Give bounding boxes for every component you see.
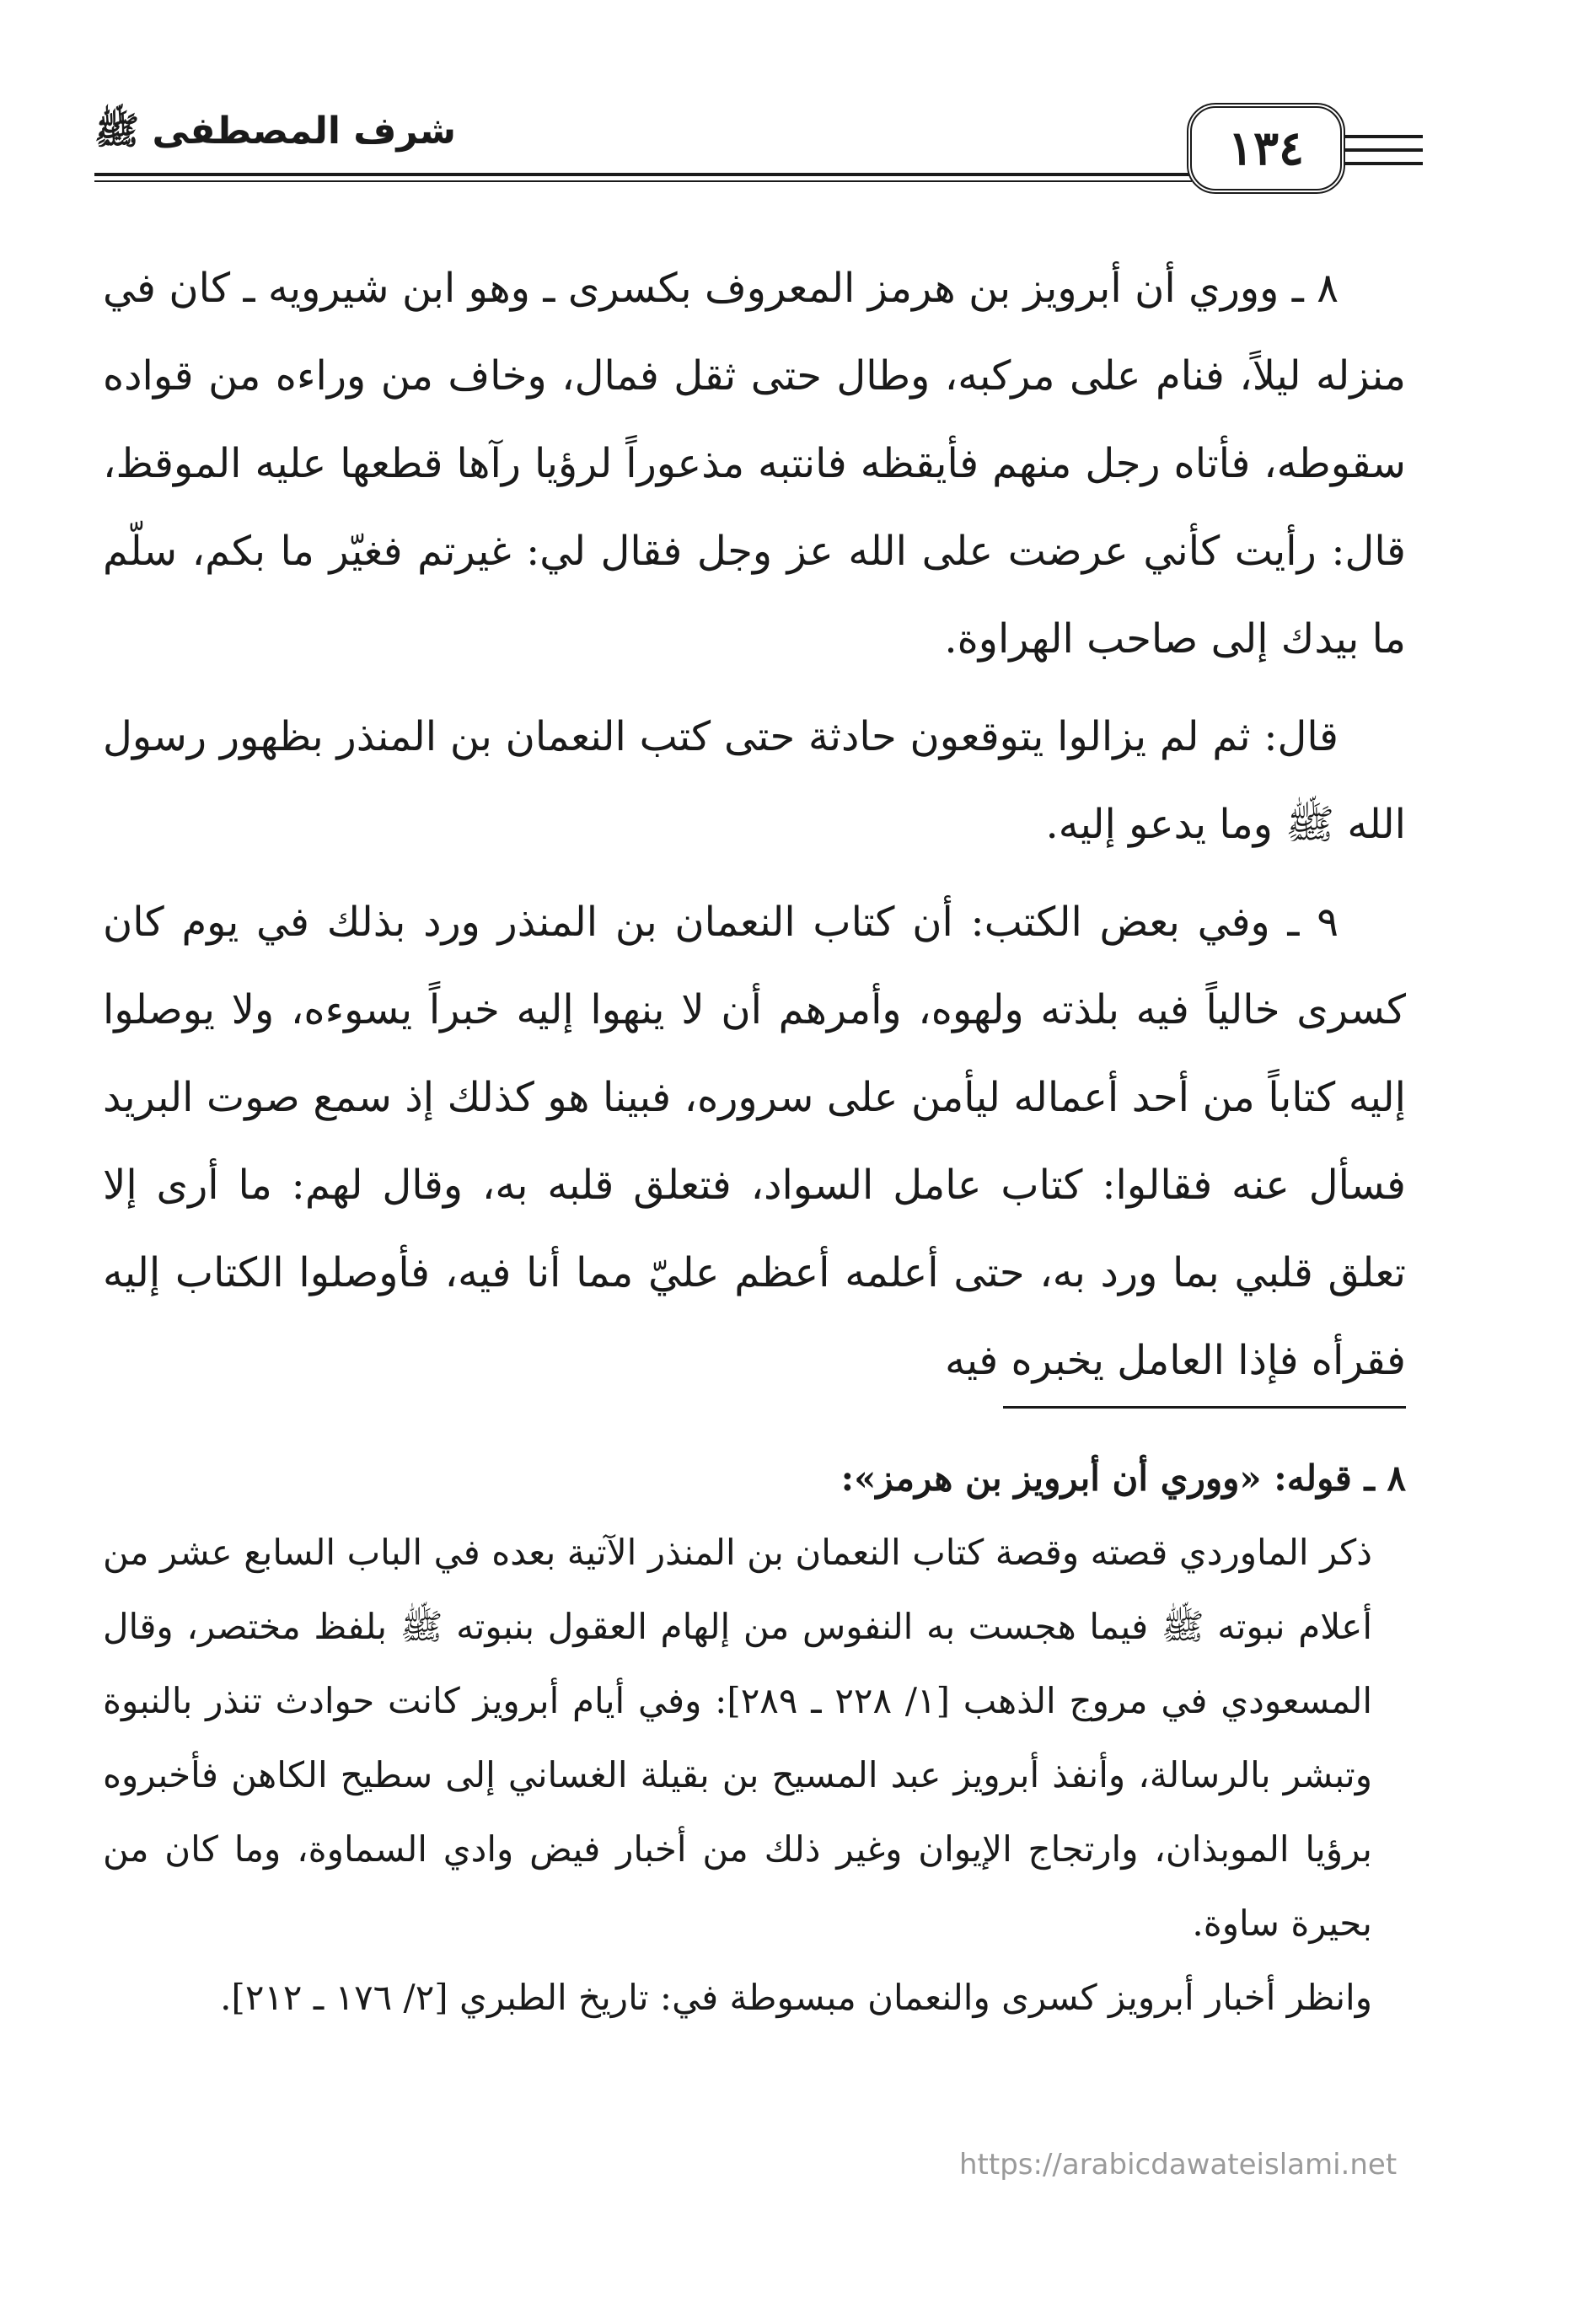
page-number: ١٣٤ bbox=[1227, 121, 1305, 176]
footnote-paragraph: ذكر الماوردي قصته وقصة كتاب النعمان بن المنذر الآتية بعده في الباب السابع عشر من أعلام نبوته ﷺ فيما هجست به النفوس من إلهام العقول بنبوته ﷺ بلفظ مختصر، وقال المسعودي في مروج الذهب [١/ ٢٢٨ ـ ٢٨٩]: وفي أيام أبرويز كانت حوادث تنذر بالنبوة وتبشر بالرسالة، وأنفذ أبرويز عبد المسيح بن بقيلة الغساني إلى سطيح الكاهن فأخبروه برؤيا الموبذان، وارتجاج الإيوان وغير ذلك من أخبار فيض وادي السماوة، وما كان من بحيرة ساوة. bbox=[103, 1532, 1373, 1944]
body-paragraph: قال: ثم لم يزالوا يتوقعون حادثة حتى كتب النعمان بن المنذر بظهور رسول الله ﷺ وما يدعو إليه. bbox=[103, 713, 1406, 848]
header-ornament-line bbox=[1339, 135, 1423, 138]
header-rule-thin bbox=[94, 180, 1192, 182]
page-number-badge bbox=[1187, 103, 1345, 194]
footnote-heading: ٨ ـ قوله: «ووري أن أبرويز بن هرمز»: bbox=[840, 1457, 1406, 1499]
header-ornament-line bbox=[1339, 148, 1423, 152]
body-paragraph: ٩ ـ وفي بعض الكتب: أن كتاب النعمان بن المنذر ورد بذلك في يوم كان كسرى خالياً فيه بلذته ولهوه، وأمرهم أن لا ينهوا إليه خبراً يسوءه، ولا يوصلوا إليه كتاباً من أحد أعماله ليأمن على سروره، فبينا هو كذلك إذ سمع صوت البريد فسأل عنه فقالوا: كتاب عامل السواد، فتعلق قلبه به، وقال لهم: ما أرى إلا تعلق قلبي بما ورد به، حتى أعلمه أعظم عليّ مما أنا فيه، فأوصلوا الكتاب إليه فقرأه فإذا العامل يخبره فيه bbox=[103, 899, 1406, 1384]
footnote-paragraph: وانظر أخبار أبرويز كسرى والنعمان مبسوطة في: تاريخ الطبري [٢/ ١٧٦ ـ ٢١٢]. bbox=[220, 1977, 1372, 2018]
footnotes bbox=[103, 1441, 1406, 2035]
main-text bbox=[103, 244, 1406, 1414]
body-paragraph: ٨ ـ ووري أن أبرويز بن هرمز المعروف بكسرى ـ وهو ابن شيرويه ـ كان في منزله ليلاً، فنام على مركبه، وطال حتى ثقل فمال، وخاف من وراءه من قواده سقوطه، فأتاه رجل منهم فأيقظه فانتبه مذعوراً لرؤيا رآها قطعها عليه الموقظ، قال: رأيت كأني عرضت على الله عز وجل فقال لي: غيرتم فغيّر ما بكم، سلّم ما بيدك إلى صاحب الهراوة. bbox=[103, 265, 1407, 663]
running-head-title: شرف المصطفى ﷺ bbox=[94, 110, 457, 153]
source-watermark: https://arabicdawateislami.net bbox=[959, 2148, 1398, 2182]
header-ornament-line bbox=[1339, 162, 1423, 165]
header-rule bbox=[94, 173, 1192, 176]
footnote-separator bbox=[1003, 1406, 1406, 1409]
